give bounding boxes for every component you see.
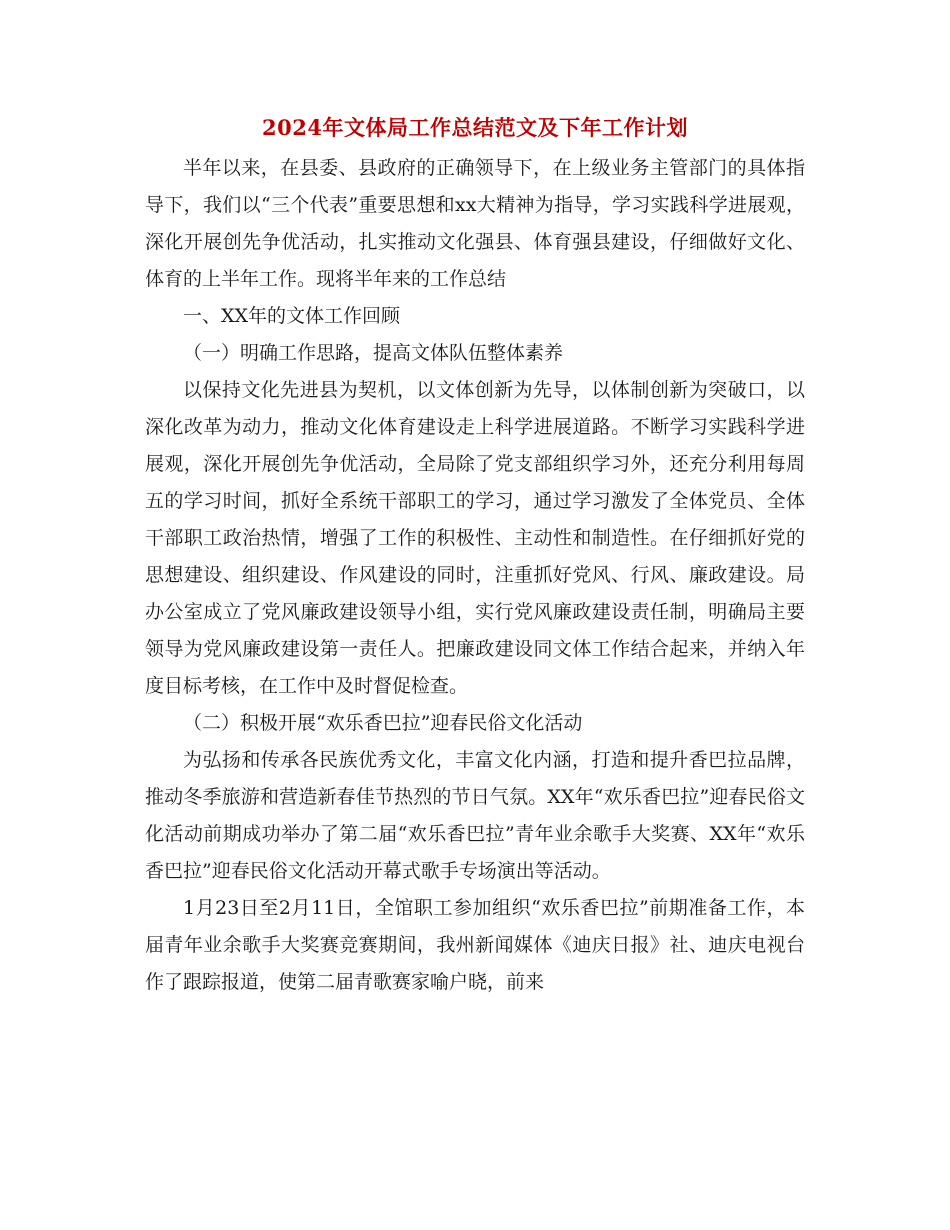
document-body <box>145 150 805 1001</box>
body-paragraph-2: 为弘扬和传承各民族优秀文化，丰富文化内涵，打造和提升香巴拉品牌，推动冬季旅游和营造新春佳节热烈的节日气氛。XX年“欢乐香巴拉”迎春民俗文化活动前期成功举办了第二届“欢乐香巴拉”青年业余歌手大奖赛、XX年“欢乐香巴拉”迎春民俗文化活动开幕式歌手专场演出等活动。 <box>145 749 805 882</box>
section-heading-1: 一、XX年的文体工作回顾 <box>183 305 401 327</box>
subsection-heading-1: （一）明确工作思路，提高文体队伍整体素养 <box>183 342 564 364</box>
document-title: 2024年文体局工作总结范文及下年工作计划 <box>262 115 688 140</box>
subsection-heading-2: （二）积极开展“欢乐香巴拉”迎春民俗文化活动 <box>183 712 583 734</box>
intro-paragraph: 半年以来，在县委、县政府的正确领导下，在上级业务主管部门的具体指导下，我们以“三个代表”重要思想和xx大精神为指导，学习实践科学进展观，深化开展创先争优活动，扎实推动文化强县、体育强县建设，仔细做好文化、体育的上半年工作。现将半年来的工作总结 <box>145 157 805 290</box>
body-paragraph-3: 1月23日至2月11日，全馆职工参加组织“欢乐香巴拉”前期准备工作，本届青年业余歌手大奖赛竞赛期间，我州新闻媒体《迪庆日报》社、迪庆电视台作了跟踪报道，使第二届青歌赛家喻户晓，前来 <box>145 897 805 993</box>
body-paragraph-1: 以保持文化先进县为契机，以文体创新为先导，以体制创新为突破口，以深化改革为动力，推动文化体育建设走上科学进展道路。不断学习实践科学进展观，深化开展创先争优活动，全局除了党支部组织学习外，还充分利用每周五的学习时间，抓好全系统干部职工的学习，通过学习激发了全体党员、全体干部职工政治热情，增强了工作的积极性、主动性和制造性。在仔细抓好党的思想建设、组织建设、作风建设的同时，注重抓好党风、行风、廉政建设。局办公室成立了党风廉政建设领导小组，实行党风廉政建设责任制，明确局主要领导为党风廉政建设第一责任人。把廉政建设同文体工作结合起来，并纳入年度目标考核，在工作中及时督促检查。 <box>145 379 805 697</box>
